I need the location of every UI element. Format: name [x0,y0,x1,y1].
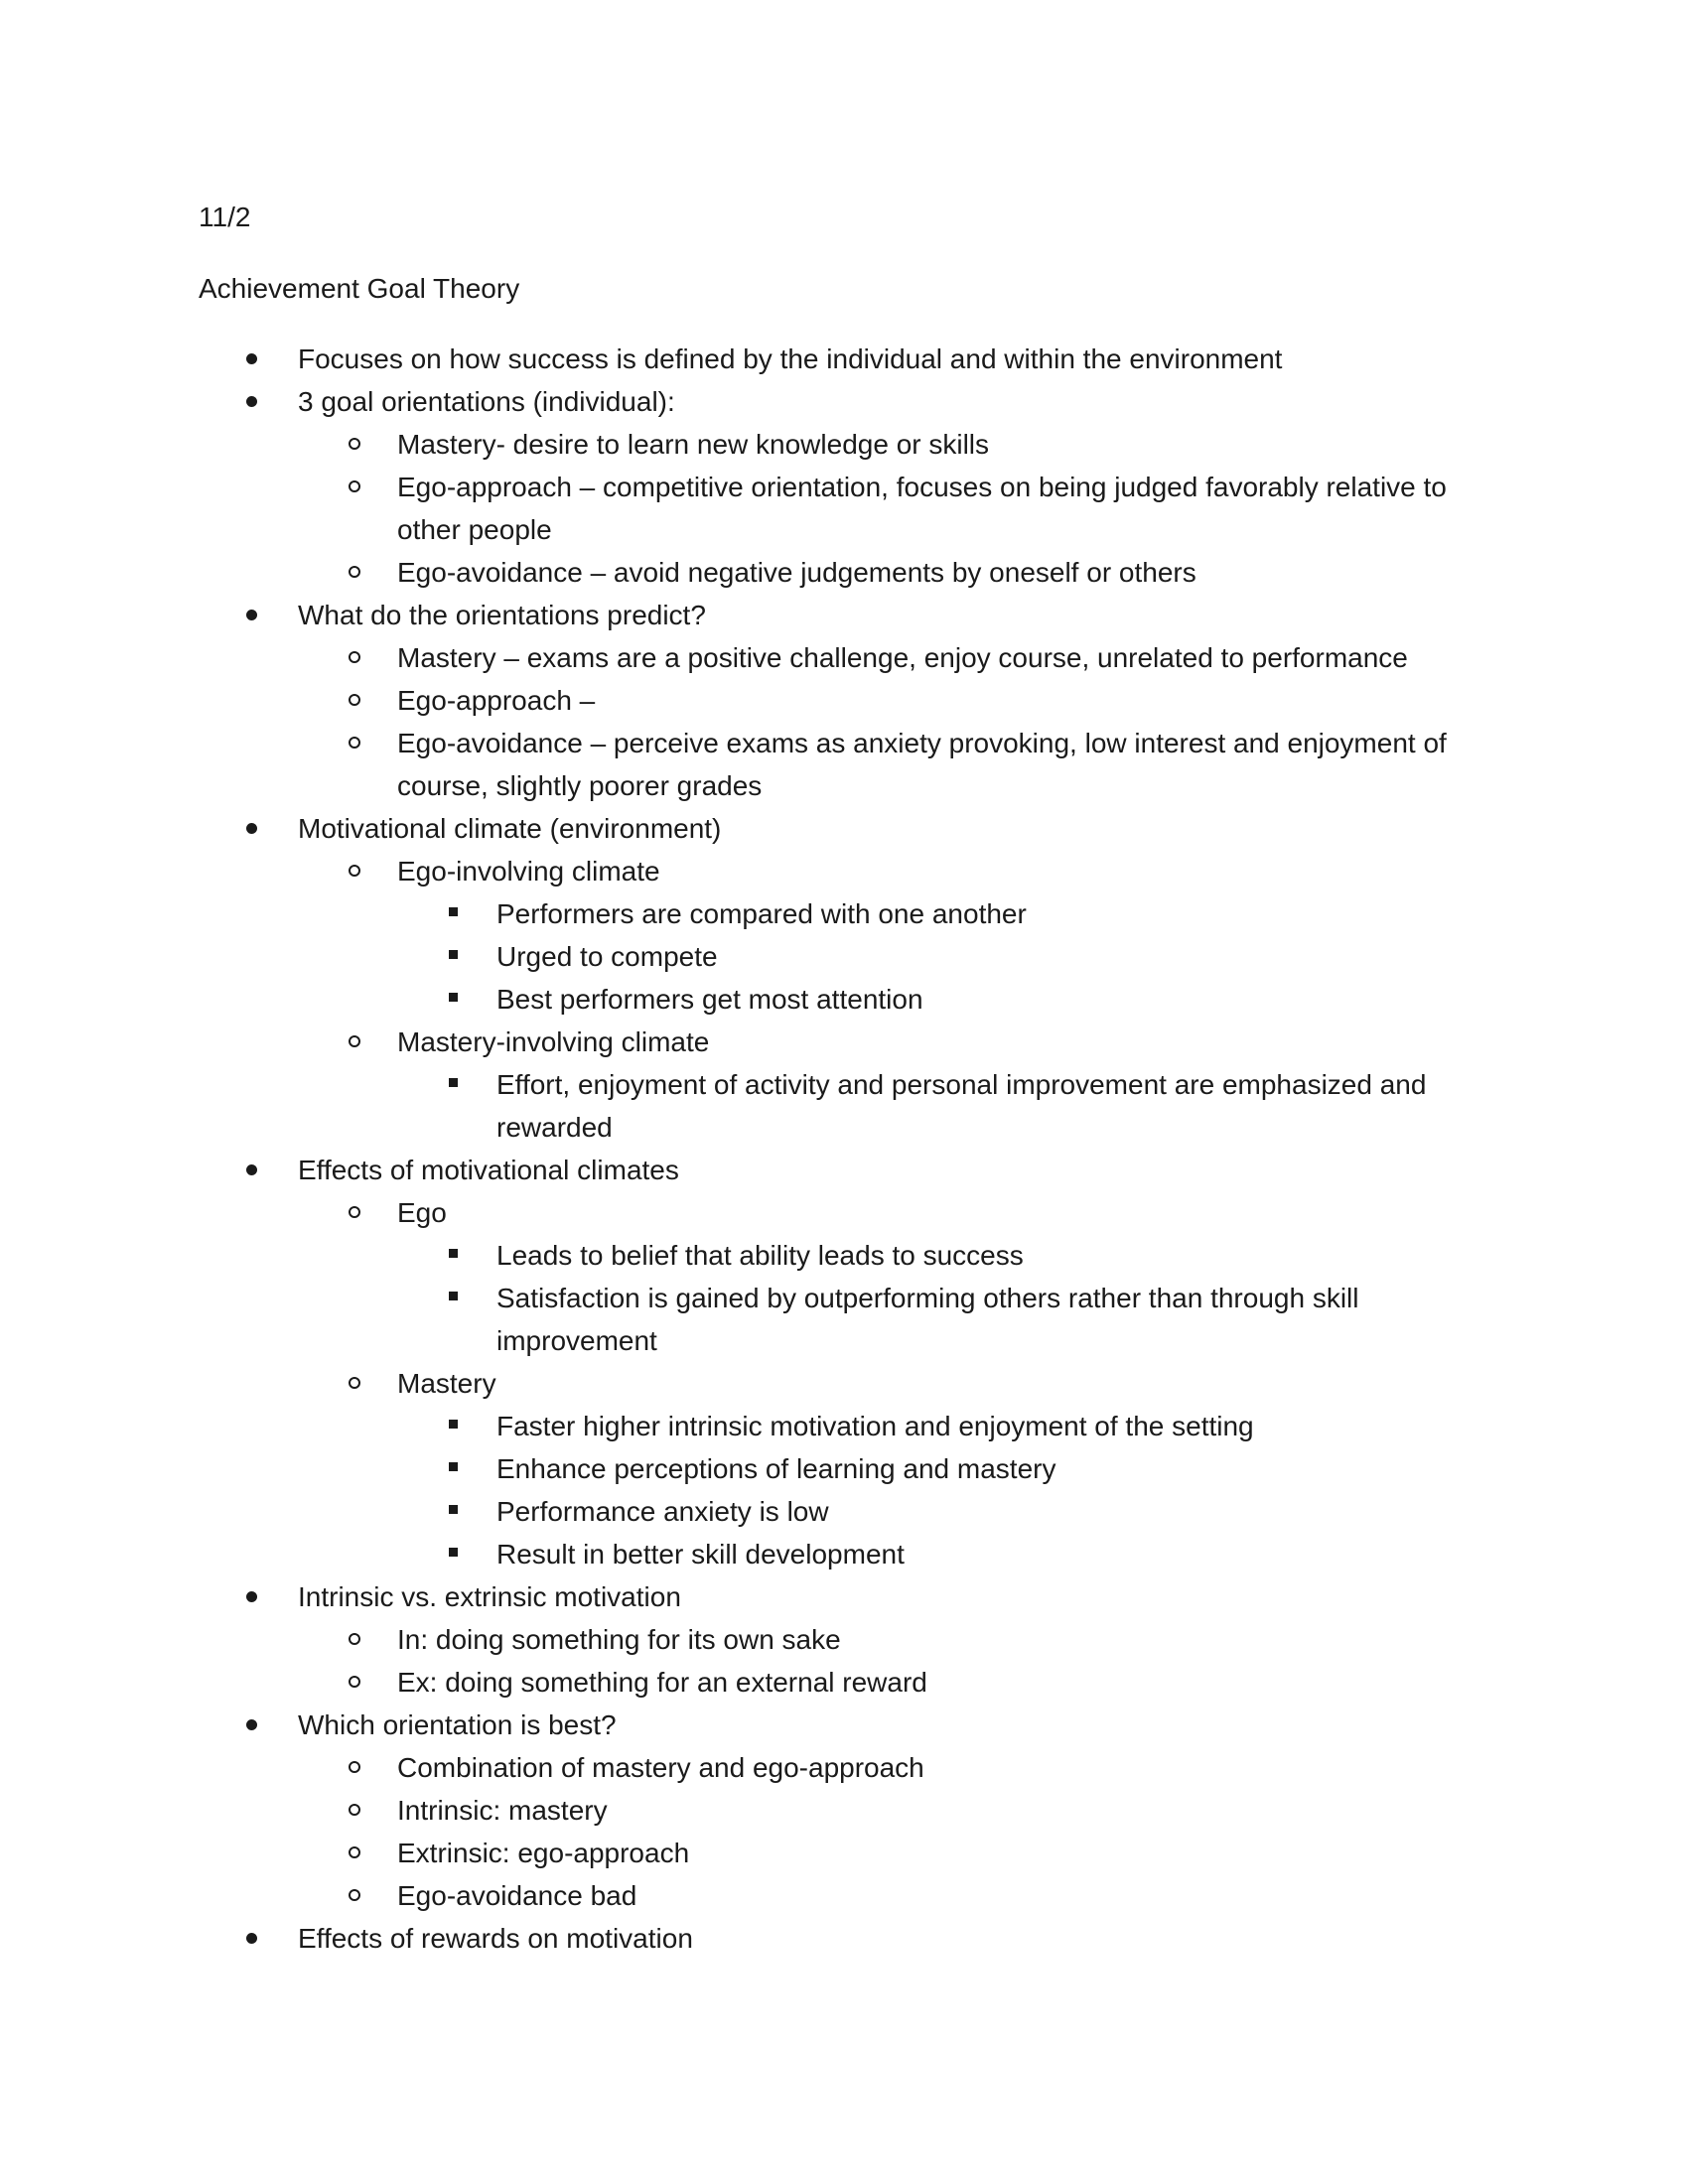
outline-item-text: Mastery- desire to learn new knowledge or skills [397,429,990,460]
outline-item-level-1 [0,1021,1460,1063]
outline-item-level-0 [0,338,1450,380]
outline-item-level-1 [0,1618,1460,1661]
outline-item-text: Focuses on how success is defined by the individual and within the environment [298,343,1283,374]
outline-item-level-1 [0,1661,1460,1704]
outline-item-text: Ex: doing something for an external reward [397,1667,927,1698]
bullet-circle-icon [349,423,360,466]
bullet-square-icon [449,892,458,935]
bullet-circle-icon [349,1746,360,1789]
outline-item-text: 3 goal orientations (individual): [298,386,675,417]
bullet-dot-icon [246,1704,257,1746]
outline-item-text: Combination of mastery and ego-approach [397,1752,924,1783]
outline-item-level-0 [0,1575,1450,1618]
outline-item-text: Best performers get most attention [496,984,923,1015]
bullet-dot-icon [246,1575,257,1618]
outline-item-text: Urged to compete [496,941,718,972]
outline-item-level-1 [0,1832,1460,1874]
bullet-circle-icon [349,722,360,764]
outline-item-text: In: doing something for its own sake [397,1624,841,1655]
outline-item-text: Effects of motivational climates [298,1155,679,1185]
bullet-square-icon [449,978,458,1021]
bullet-square-icon [449,1405,458,1447]
outline-item-level-0 [0,1704,1450,1746]
outline-item-text: Intrinsic vs. extrinsic motivation [298,1581,681,1612]
outline-item-level-2 [0,978,1460,1021]
outline-item-text: Ego-avoidance bad [397,1880,637,1911]
bullet-square-icon [449,1063,458,1106]
outline-item-text: Leads to belief that ability leads to success [496,1240,1024,1271]
bullet-dot-icon [246,1149,257,1191]
outline-item-text: Result in better skill development [496,1539,905,1570]
outline-item-level-1 [0,423,1460,466]
bullet-circle-icon [349,466,360,508]
outline-item-text: Mastery-involving climate [397,1026,710,1057]
bullet-circle-icon [349,1789,360,1832]
bullet-square-icon [449,1447,458,1490]
outline-item-text: Ego-approach – [397,685,596,716]
outline-item-level-1 [0,679,1460,722]
bullet-circle-icon [349,679,360,722]
outline-item-level-0 [0,1149,1450,1191]
bullet-dot-icon [246,807,257,850]
outline-item-text: Intrinsic: mastery [397,1795,608,1826]
outline-item-text: Mastery – exams are a positive challenge, enjoy course, unrelated to performance [397,642,1408,673]
outline-item-level-2 [0,1490,1460,1533]
outline-item-text: Ego-avoidance – avoid negative judgements by oneself or others [397,557,1196,588]
bullet-circle-icon [349,1661,360,1704]
outline-item-level-0 [0,594,1450,636]
bullet-circle-icon [349,636,360,679]
outline-item-level-1 [0,636,1460,679]
outline-item-level-0 [0,380,1450,423]
outline-item-level-2 [0,1447,1460,1490]
outline-item-level-1 [0,1362,1460,1405]
outline-item-text: Performers are compared with one another [496,898,1027,929]
outline-item-level-2 [0,1533,1460,1575]
bullet-circle-icon [349,551,360,594]
outline-item-level-0 [0,1917,1450,1960]
outline-item-level-2 [0,1277,1460,1362]
bullet-circle-icon [349,1362,360,1405]
outline-item-text: Faster higher intrinsic motivation and enjoyment of the setting [496,1411,1254,1441]
outline-item-text: Performance anxiety is low [496,1496,829,1527]
outline-item-text: Ego [397,1197,447,1228]
outline-item-level-1 [0,1874,1460,1917]
bullet-square-icon [449,1533,458,1575]
outline-item-level-1 [0,466,1460,551]
outline-item-text: Mastery [397,1368,496,1399]
outline-item-text: Ego-approach – competitive orientation, focuses on being judged favorably relative to other people [397,472,1447,545]
notes-outline [0,338,1688,1960]
outline-item-text: Ego-avoidance – perceive exams as anxiety provoking, low interest and enjoyment of course, slightly poorer grades [397,728,1447,801]
outline-item-text: Effort, enjoyment of activity and personal improvement are emphasized and rewarded [496,1069,1427,1143]
bullet-circle-icon [349,1618,360,1661]
bullet-circle-icon [349,1191,360,1234]
outline-item-level-2 [0,1405,1460,1447]
outline-item-level-1 [0,1191,1460,1234]
note-date: 11/2 [199,202,251,232]
outline-item-level-1 [0,1789,1460,1832]
outline-item-text: Enhance perceptions of learning and mastery [496,1453,1056,1484]
outline-item-text: Satisfaction is gained by outperforming others rather than through skill improvement [496,1283,1359,1356]
outline-item-level-1 [0,850,1460,892]
outline-item-level-1 [0,551,1460,594]
note-title: Achievement Goal Theory [199,273,520,304]
bullet-square-icon [449,1490,458,1533]
bullet-square-icon [449,935,458,978]
bullet-circle-icon [349,1021,360,1063]
bullet-square-icon [449,1234,458,1277]
outline-item-text: Ego-involving climate [397,856,660,887]
outline-item-text: Motivational climate (environment) [298,813,722,844]
bullet-square-icon [449,1277,458,1319]
outline-item-text: What do the orientations predict? [298,600,706,630]
outline-item-text: Which orientation is best? [298,1709,617,1740]
outline-item-level-2 [0,935,1460,978]
bullet-dot-icon [246,338,257,380]
outline-item-text: Effects of rewards on motivation [298,1923,693,1954]
outline-item-level-1 [0,722,1460,807]
bullet-dot-icon [246,1917,257,1960]
outline-item-level-2 [0,892,1460,935]
outline-item-level-0 [0,807,1450,850]
outline-item-level-1 [0,1746,1460,1789]
bullet-circle-icon [349,1874,360,1917]
outline-item-text: Extrinsic: ego-approach [397,1838,690,1868]
bullet-dot-icon [246,594,257,636]
outline-item-level-2 [0,1234,1460,1277]
bullet-dot-icon [246,380,257,423]
bullet-circle-icon [349,1832,360,1874]
outline-item-level-2 [0,1063,1460,1149]
bullet-circle-icon [349,850,360,892]
